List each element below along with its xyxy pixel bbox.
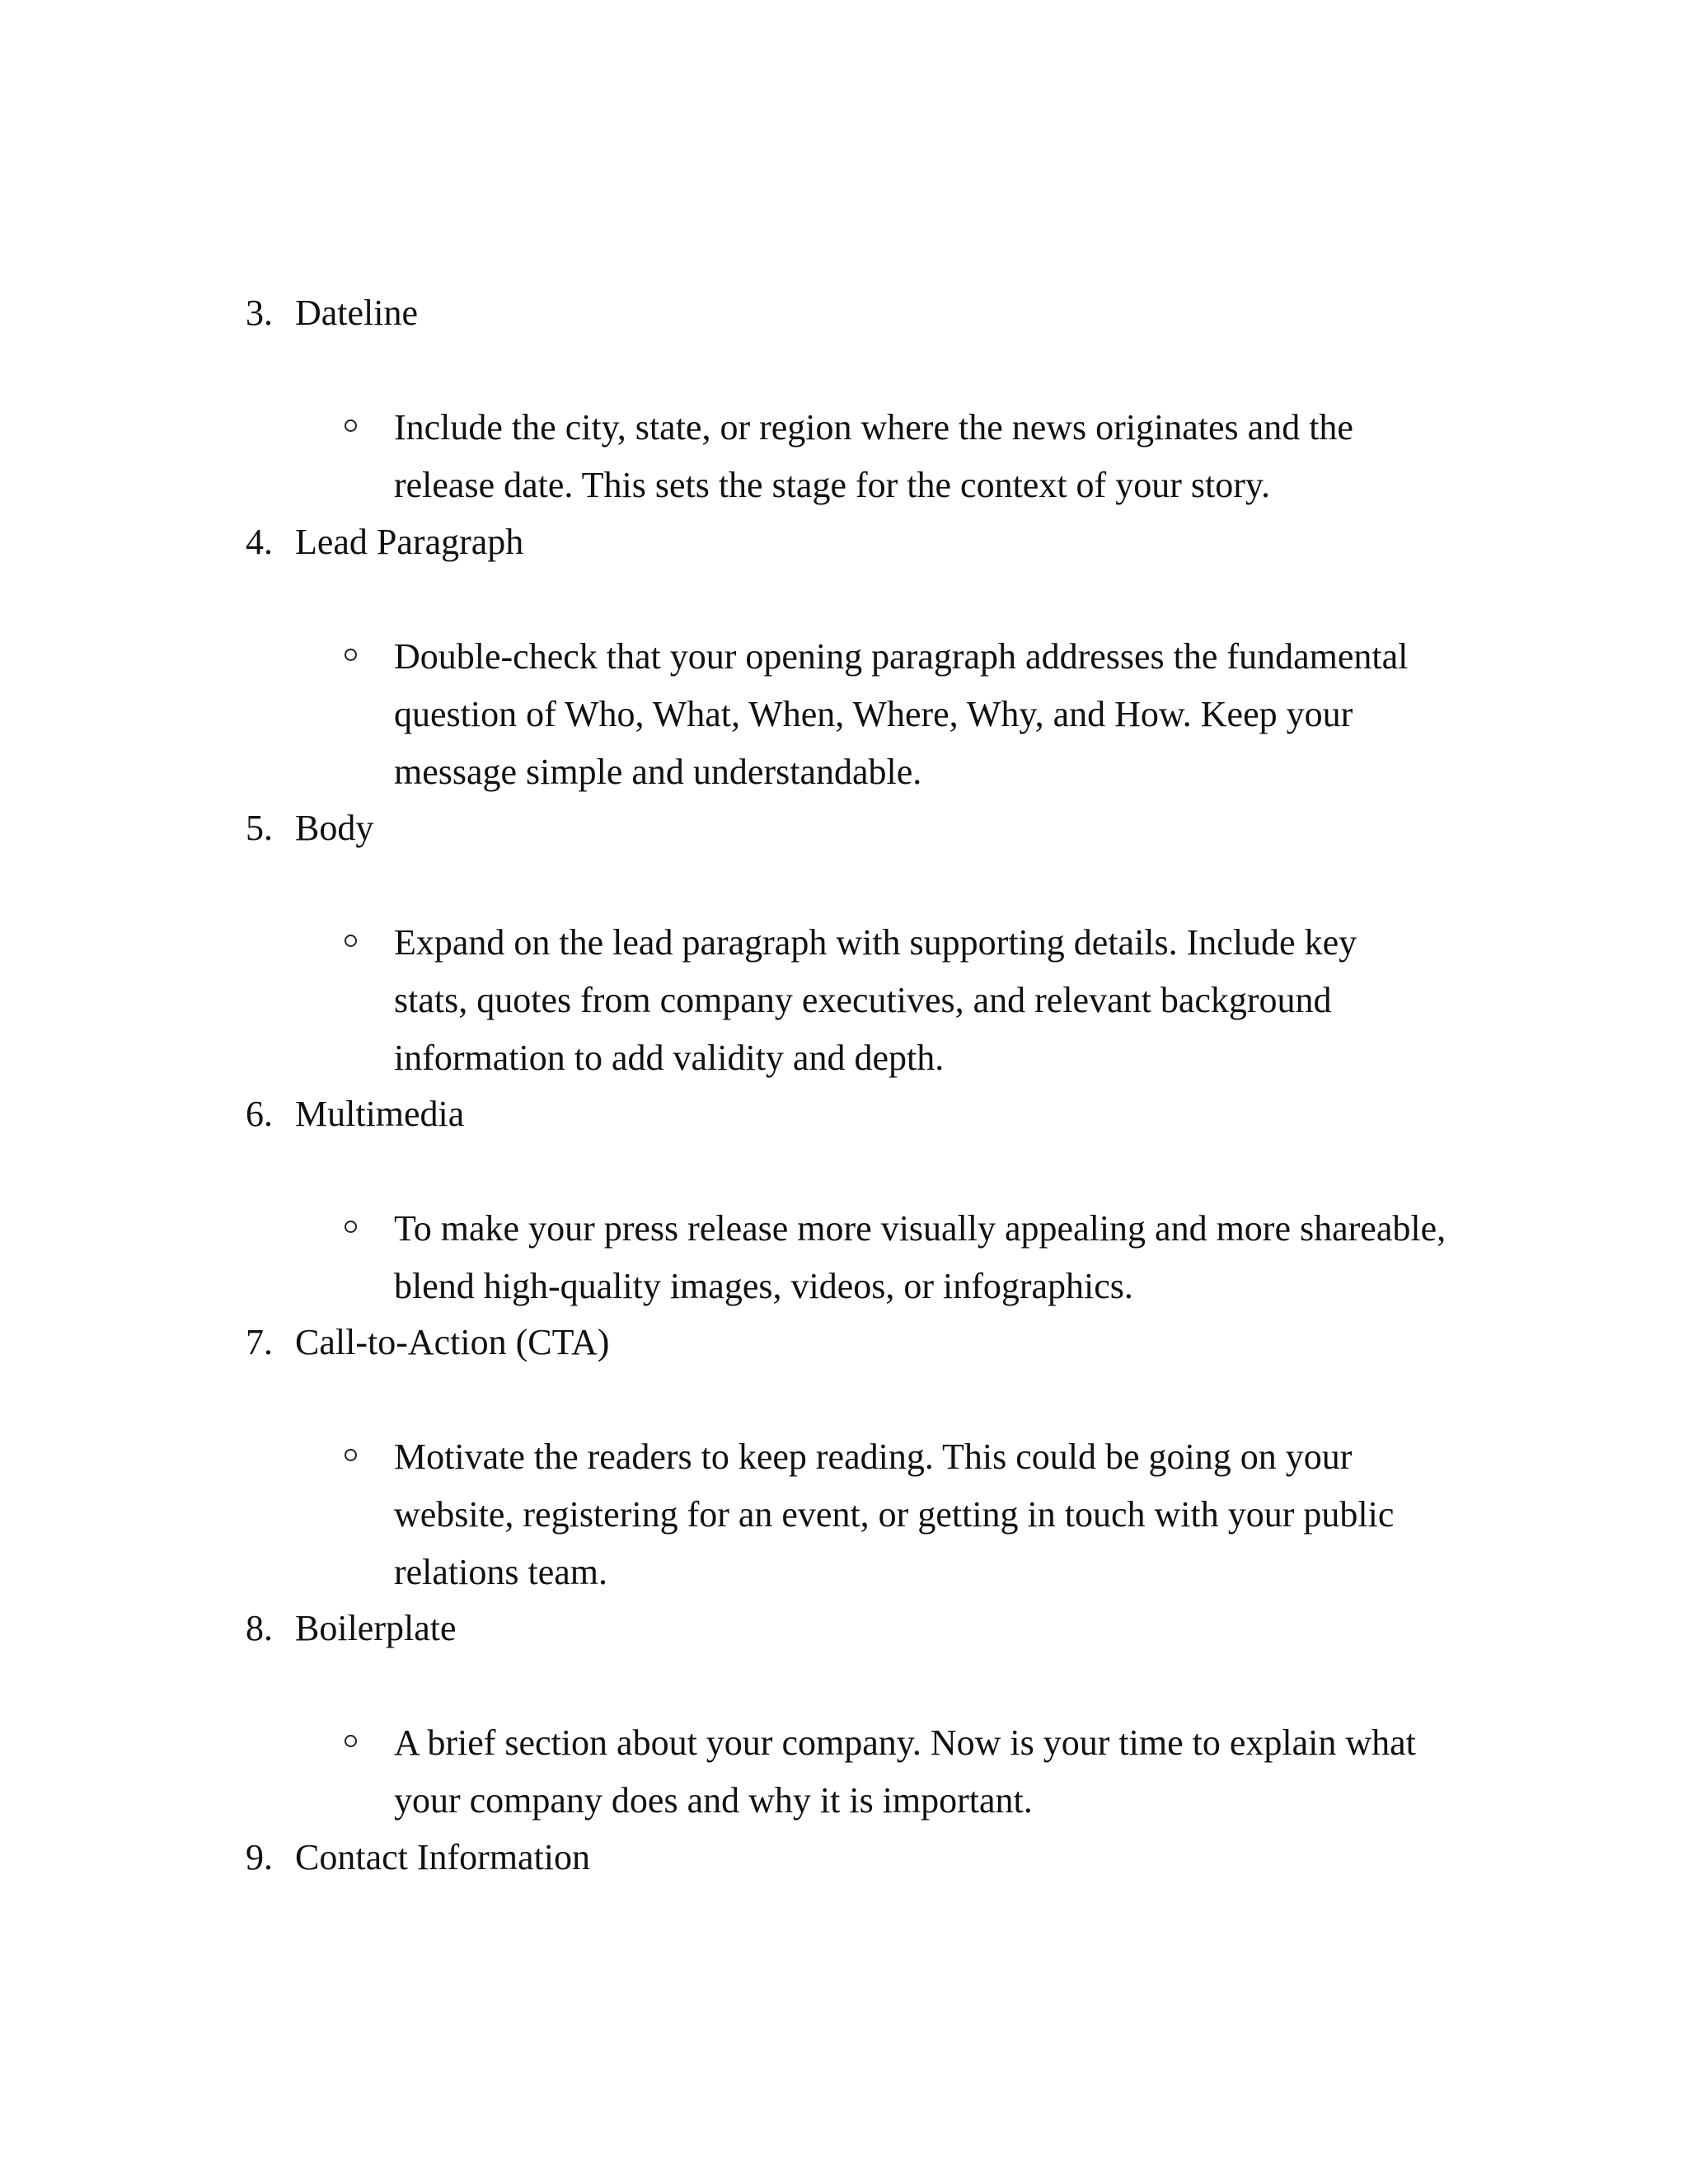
- item-number: 8.: [246, 1608, 273, 1648]
- bullet-text-line: stats, quotes from company executives, and relevant background: [394, 980, 1332, 1020]
- bullet-text-line: relations team.: [394, 1552, 608, 1592]
- item-heading: Contact Information: [295, 1837, 591, 1877]
- item-number: 4.: [246, 522, 273, 562]
- bullet-text-line: release date. This sets the stage for the context of your story.: [394, 465, 1271, 505]
- bullet-text-line: message simple and understandable.: [394, 752, 922, 792]
- item-number: 7.: [246, 1322, 273, 1362]
- item-heading: Multimedia: [295, 1094, 465, 1134]
- bullet-text-line: Expand on the lead paragraph with supporting details. Include key: [394, 922, 1357, 963]
- item-number: 6.: [246, 1094, 273, 1134]
- item-heading: Boilerplate: [295, 1608, 457, 1648]
- hollow-circle-bullet-icon: [345, 1221, 357, 1233]
- bullet-text-line: blend high-quality images, videos, or infographics.: [394, 1266, 1133, 1306]
- hollow-circle-bullet-icon: [345, 419, 357, 432]
- bullet-text-line: Motivate the readers to keep reading. This could be going on your: [394, 1436, 1353, 1477]
- hollow-circle-bullet-icon: [345, 1735, 357, 1747]
- item-heading: Body: [295, 808, 374, 848]
- item-heading: Lead Paragraph: [295, 522, 524, 562]
- bullet-text-line: question of Who, What, When, Where, Why, and How. Keep your: [394, 694, 1353, 734]
- bullet-text-line: website, registering for an event, or getting in touch with your public: [394, 1494, 1395, 1535]
- bullet-text-line: your company does and why it is important.: [394, 1780, 1033, 1821]
- item-heading: Call-to-Action (CTA): [295, 1322, 610, 1362]
- hollow-circle-bullet-icon: [345, 1449, 357, 1461]
- bullet-text-line: A brief section about your company. Now is your time to explain what: [394, 1722, 1416, 1763]
- bullet-text-line: Double-check that your opening paragraph addresses the fundamental: [394, 636, 1409, 677]
- hollow-circle-bullet-icon: [345, 649, 357, 661]
- bullet-text-line: Include the city, state, or region where the news originates and the: [394, 407, 1353, 448]
- item-number: 9.: [246, 1837, 273, 1877]
- item-number: 5.: [246, 808, 273, 848]
- bullet-text-line: information to add validity and depth.: [394, 1038, 945, 1078]
- hollow-circle-bullet-icon: [345, 935, 357, 947]
- item-number: 3.: [246, 293, 273, 333]
- bullet-text-line: To make your press release more visually appealing and more shareable,: [394, 1208, 1447, 1249]
- item-heading: Dateline: [295, 293, 419, 333]
